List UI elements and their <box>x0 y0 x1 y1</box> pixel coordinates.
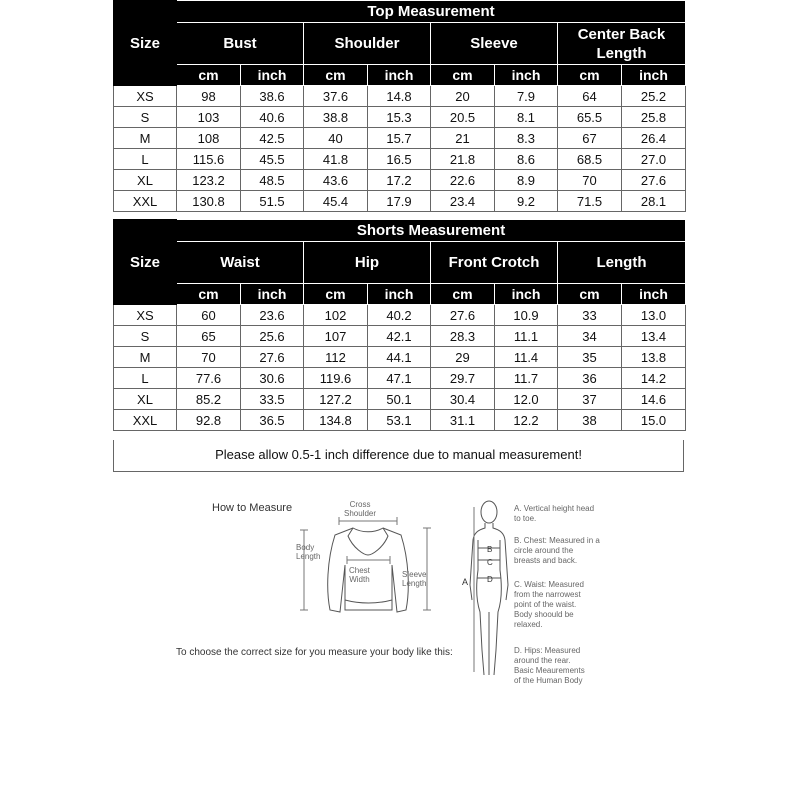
group-header: Length <box>558 242 686 284</box>
unit-header: cm <box>558 284 622 305</box>
group-header: Front Crotch <box>431 242 558 284</box>
value-cell: 15.7 <box>368 128 431 149</box>
value-cell: 42.1 <box>368 326 431 347</box>
marker-a: A <box>462 577 469 587</box>
group-header: Sleeve <box>431 23 558 65</box>
value-cell: 22.6 <box>431 170 495 191</box>
unit-header: cm <box>431 65 495 86</box>
value-cell: 44.1 <box>368 347 431 368</box>
value-cell: 11.7 <box>495 368 558 389</box>
value-cell: 8.9 <box>495 170 558 191</box>
value-cell: 14.2 <box>622 368 686 389</box>
value-cell: 40 <box>304 128 368 149</box>
legend-c: C. Waist: Measured from the narrowest point of the waist. Body shoould be relaxed. <box>514 580 584 629</box>
measurement-note: Please allow 0.5-1 inch difference due to manual measurement! <box>113 440 684 472</box>
size-cell: S <box>114 107 177 128</box>
value-cell: 60 <box>177 305 241 326</box>
size-header: Size <box>114 220 177 305</box>
table-row <box>114 305 686 326</box>
value-cell: 21.8 <box>431 149 495 170</box>
value-cell: 25.8 <box>622 107 686 128</box>
value-cell: 21 <box>431 128 495 149</box>
value-cell: 8.3 <box>495 128 558 149</box>
value-cell: 48.5 <box>241 170 304 191</box>
value-cell: 9.2 <box>495 191 558 212</box>
instruction-text: To choose the correct size for you measure your body like this: <box>176 647 453 658</box>
value-cell: 27.6 <box>431 305 495 326</box>
value-cell: 15.0 <box>622 410 686 431</box>
unit-header: inch <box>495 65 558 86</box>
table-row <box>114 107 686 128</box>
shorts-measurement-table <box>113 219 686 431</box>
value-cell: 108 <box>177 128 241 149</box>
table-row <box>114 149 686 170</box>
value-cell: 36.5 <box>241 410 304 431</box>
value-cell: 10.9 <box>495 305 558 326</box>
top-measurement-table <box>113 0 686 212</box>
unit-row <box>114 284 686 305</box>
value-cell: 77.6 <box>177 368 241 389</box>
value-cell: 45.4 <box>304 191 368 212</box>
size-cell: M <box>114 128 177 149</box>
size-cell: XL <box>114 170 177 191</box>
value-cell: 47.1 <box>368 368 431 389</box>
size-cell: L <box>114 149 177 170</box>
value-cell: 26.4 <box>622 128 686 149</box>
value-cell: 33 <box>558 305 622 326</box>
value-cell: 38 <box>558 410 622 431</box>
table-row <box>114 191 686 212</box>
value-cell: 17.2 <box>368 170 431 191</box>
value-cell: 53.1 <box>368 410 431 431</box>
value-cell: 23.6 <box>241 305 304 326</box>
value-cell: 85.2 <box>177 389 241 410</box>
value-cell: 43.6 <box>304 170 368 191</box>
value-cell: 12.0 <box>495 389 558 410</box>
value-cell: 23.4 <box>431 191 495 212</box>
value-cell: 38.8 <box>304 107 368 128</box>
value-cell: 98 <box>177 86 241 107</box>
value-cell: 92.8 <box>177 410 241 431</box>
unit-header: inch <box>368 284 431 305</box>
value-cell: 41.8 <box>304 149 368 170</box>
marker-d: D <box>487 575 493 584</box>
dimension-lines <box>300 517 431 610</box>
size-cell: L <box>114 368 177 389</box>
value-cell: 28.1 <box>622 191 686 212</box>
value-cell: 64 <box>558 86 622 107</box>
chest-width-label: Chest Width <box>349 566 370 584</box>
size-cell: M <box>114 347 177 368</box>
value-cell: 34 <box>558 326 622 347</box>
value-cell: 25.6 <box>241 326 304 347</box>
value-cell: 27.6 <box>622 170 686 191</box>
value-cell: 127.2 <box>304 389 368 410</box>
value-cell: 38.6 <box>241 86 304 107</box>
value-cell: 12.2 <box>495 410 558 431</box>
value-cell: 13.4 <box>622 326 686 347</box>
value-cell: 30.6 <box>241 368 304 389</box>
unit-header: inch <box>622 284 686 305</box>
value-cell: 130.8 <box>177 191 241 212</box>
legend-d: D. Hips: Measured around the rear. Basic Meaurements of the Human Body <box>514 646 585 685</box>
human-figure-drawing <box>470 501 508 675</box>
size-cell: XXL <box>114 191 177 212</box>
table-row <box>114 389 686 410</box>
value-cell: 11.4 <box>495 347 558 368</box>
value-cell: 115.6 <box>177 149 241 170</box>
value-cell: 37 <box>558 389 622 410</box>
table-row <box>114 86 686 107</box>
value-cell: 71.5 <box>558 191 622 212</box>
unit-header: cm <box>558 65 622 86</box>
table-row <box>114 410 686 431</box>
unit-header: cm <box>304 65 368 86</box>
value-cell: 8.6 <box>495 149 558 170</box>
value-cell: 7.9 <box>495 86 558 107</box>
value-cell: 28.3 <box>431 326 495 347</box>
value-cell: 65 <box>177 326 241 347</box>
value-cell: 8.1 <box>495 107 558 128</box>
value-cell: 11.1 <box>495 326 558 347</box>
unit-header: inch <box>368 65 431 86</box>
size-cell: XS <box>114 305 177 326</box>
size-cell: S <box>114 326 177 347</box>
legend-b: B. Chest: Measured in a circle around the breasts and back. <box>514 536 600 565</box>
unit-header: inch <box>622 65 686 86</box>
group-header: Center Back Length <box>558 23 686 65</box>
value-cell: 51.5 <box>241 191 304 212</box>
marker-b: B <box>487 545 493 554</box>
value-cell: 65.5 <box>558 107 622 128</box>
value-cell: 68.5 <box>558 149 622 170</box>
value-cell: 33.5 <box>241 389 304 410</box>
value-cell: 16.5 <box>368 149 431 170</box>
value-cell: 70 <box>177 347 241 368</box>
value-cell: 103 <box>177 107 241 128</box>
value-cell: 29.7 <box>431 368 495 389</box>
table-title: Shorts Measurement <box>177 220 686 242</box>
table-row <box>114 347 686 368</box>
group-header: Shoulder <box>304 23 431 65</box>
body-length-label: Body Length <box>296 543 321 561</box>
table-row <box>114 128 686 149</box>
value-cell: 42.5 <box>241 128 304 149</box>
value-cell: 30.4 <box>431 389 495 410</box>
sleeve-length-label: Sleeve Length <box>402 570 427 588</box>
value-cell: 67 <box>558 128 622 149</box>
value-cell: 70 <box>558 170 622 191</box>
value-cell: 50.1 <box>368 389 431 410</box>
value-cell: 40.2 <box>368 305 431 326</box>
value-cell: 35 <box>558 347 622 368</box>
unit-header: cm <box>177 65 241 86</box>
value-cell: 13.0 <box>622 305 686 326</box>
value-cell: 37.6 <box>304 86 368 107</box>
value-cell: 29 <box>431 347 495 368</box>
value-cell: 123.2 <box>177 170 241 191</box>
value-cell: 45.5 <box>241 149 304 170</box>
value-cell: 107 <box>304 326 368 347</box>
group-header: Waist <box>177 242 304 284</box>
group-header: Bust <box>177 23 304 65</box>
value-cell: 119.6 <box>304 368 368 389</box>
value-cell: 15.3 <box>368 107 431 128</box>
value-cell: 20.5 <box>431 107 495 128</box>
value-cell: 25.2 <box>622 86 686 107</box>
value-cell: 36 <box>558 368 622 389</box>
unit-header: inch <box>241 284 304 305</box>
legend-a: A. Vertical height head to toe. <box>514 504 595 523</box>
value-cell: 112 <box>304 347 368 368</box>
unit-header: cm <box>177 284 241 305</box>
cross-shoulder-label: Cross Shoulder <box>344 500 377 518</box>
marker-c: C <box>487 558 493 567</box>
value-cell: 31.1 <box>431 410 495 431</box>
unit-header: cm <box>304 284 368 305</box>
value-cell: 20 <box>431 86 495 107</box>
value-cell: 134.8 <box>304 410 368 431</box>
size-cell: XL <box>114 389 177 410</box>
value-cell: 27.0 <box>622 149 686 170</box>
value-cell: 40.6 <box>241 107 304 128</box>
value-cell: 102 <box>304 305 368 326</box>
value-cell: 13.8 <box>622 347 686 368</box>
table-row <box>114 326 686 347</box>
table-row <box>114 368 686 389</box>
unit-header: inch <box>495 284 558 305</box>
size-cell: XS <box>114 86 177 107</box>
table-row <box>114 170 686 191</box>
value-cell: 17.9 <box>368 191 431 212</box>
unit-header: inch <box>241 65 304 86</box>
unit-row <box>114 65 686 86</box>
unit-header: cm <box>431 284 495 305</box>
table-title: Top Measurement <box>177 1 686 23</box>
group-header: Hip <box>304 242 431 284</box>
size-header: Size <box>114 1 177 86</box>
size-cell: XXL <box>114 410 177 431</box>
value-cell: 14.6 <box>622 389 686 410</box>
how-to-measure-label: How to Measure <box>212 502 293 514</box>
value-cell: 14.8 <box>368 86 431 107</box>
value-cell: 27.6 <box>241 347 304 368</box>
